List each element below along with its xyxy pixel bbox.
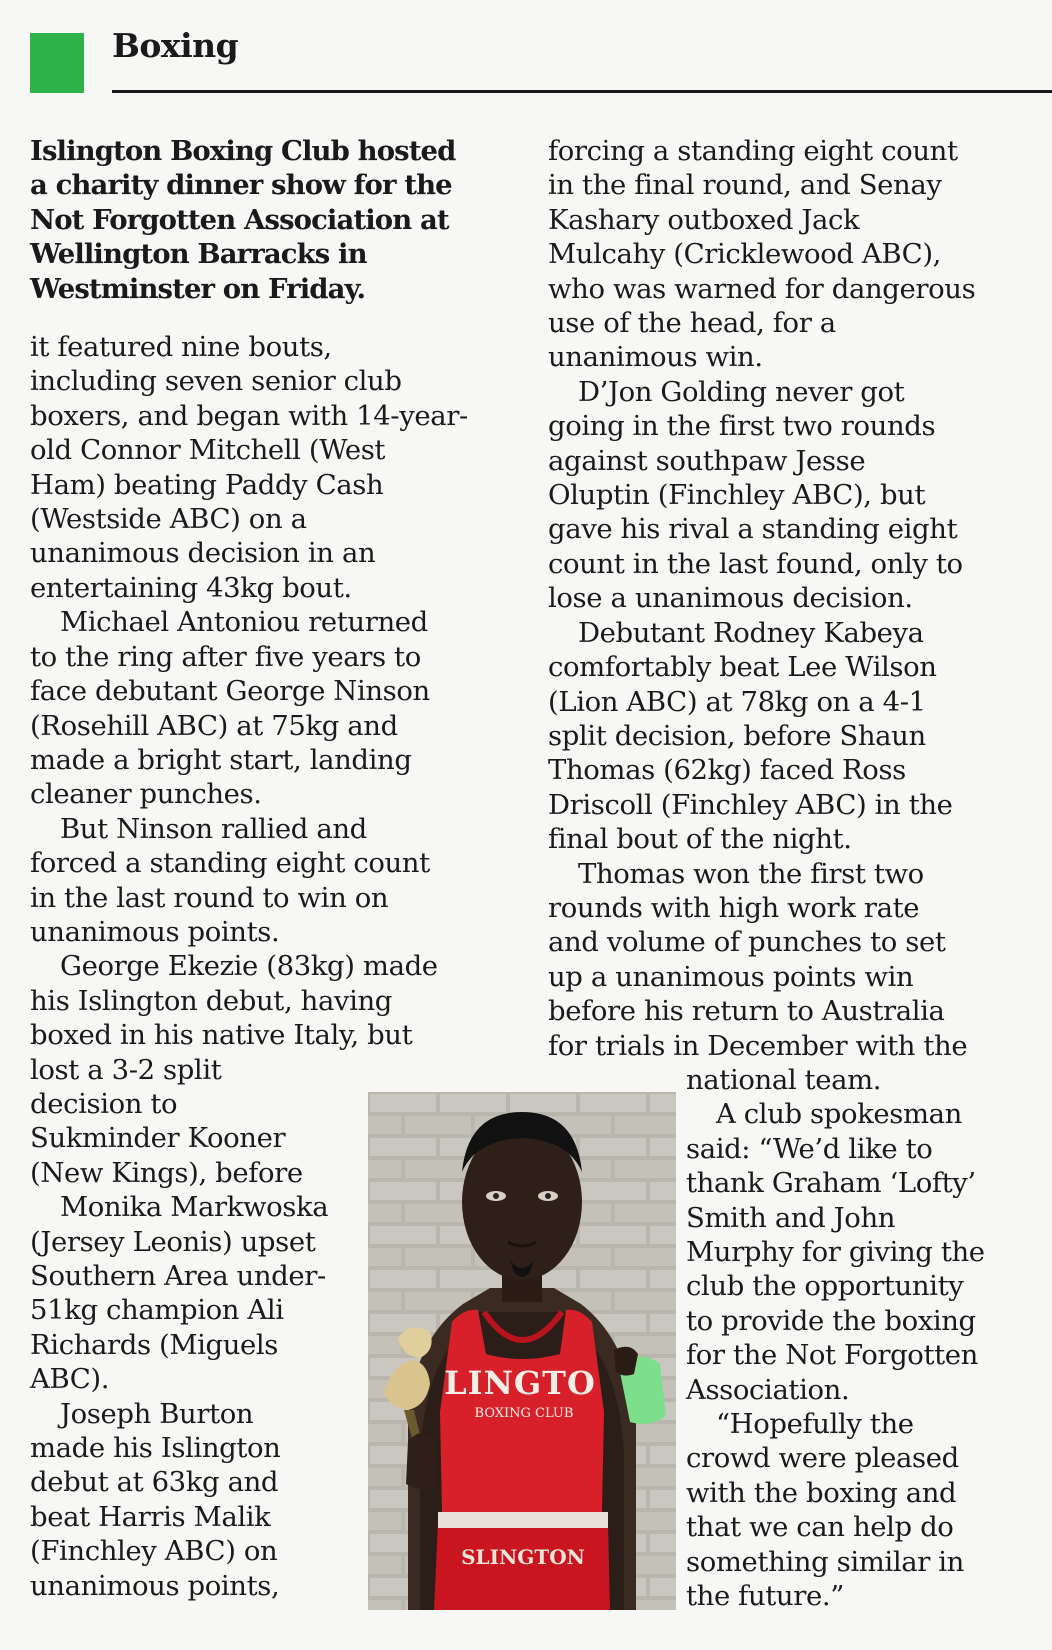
vest-subtext: BOXING CLUB <box>474 1406 574 1421</box>
paragraph: Monika Markwoska (Jersey Leonis) upset Southern Area under- 51kg champion Ali Richards (Miguels ABC). <box>30 1191 329 1396</box>
paragraph: Thomas won the first two rounds with high work rate and volume of punches to set up a unanimous points win before his return to Australia for trials in December with the national team. <box>548 857 968 1096</box>
paragraph: George Ekezie (83kg) made his Islington debut, having boxed in his native Italy, but lost a 3-2 split decision to Sukminder Kooner (New Kings), before <box>30 950 438 1189</box>
boxer-photo <box>368 1092 676 1610</box>
paragraph: Debutant Rodney Kabeya comfortably beat Lee Wilson (Lion ABC) at 78kg on a 4-1 split decision, before Shaun Thomas (62kg) faced Ross Driscoll (Finchley ABC) in the final bout of the night. <box>548 616 953 856</box>
paragraph: Michael Antoniou returned to the ring after five years to face debutant George Ninson (Rosehill ABC) at 75kg and made a bright start, landing cleaner punches. <box>30 606 430 811</box>
paragraph: A club spokesman said: “We’d like to thank Graham ‘Lofty’ Smith and John Murphy for giving the club the opportunity to provide the boxing for the Not Forgotten Association. <box>686 1098 985 1406</box>
section-title: Boxing <box>112 26 239 65</box>
paragraph: D’Jon Golding never got going in the first two rounds against southpaw Jesse Oluptin (Finchley ABC), but gave his rival a standing eight count in the last found, only to lose a unanimous decision. <box>548 375 963 615</box>
paragraph: “Hopefully the crowd were pleased with the boxing and that we can help do something similar in the future.” <box>686 1408 964 1613</box>
section-marker <box>30 33 84 93</box>
paragraph: But Ninson rallied and forced a standing eight count in the last round to win on unanimous points. <box>30 812 430 948</box>
paragraph: it featured nine bouts, including seven senior club boxers, and began with 14-year- old Connor Mitchell (West Ham) beating Paddy Cash (Westside ABC) on a unanimous decision in an entertaining 43kg bout. <box>30 331 468 604</box>
paragraph: forcing a standing eight count in the final round, and Senay Kashary outboxed Jack Mulcahy (Cricklewood ABC), who was warned for dangerous use of the head, for a unanimous win. <box>548 135 976 374</box>
vest-text: LINGTO <box>444 1364 596 1402</box>
header-rule <box>112 90 1052 93</box>
standfirst: Islington Boxing Club hosted a charity dinner show for the Not Forgotten Association at Wellington Barracks in Westminster on Friday. <box>30 135 456 305</box>
shorts-text: SLINGTON <box>461 1545 585 1569</box>
paragraph: Joseph Burton made his Islington debut at 63kg and beat Harris Malik (Finchley ABC) on unanimous points, <box>30 1397 281 1602</box>
